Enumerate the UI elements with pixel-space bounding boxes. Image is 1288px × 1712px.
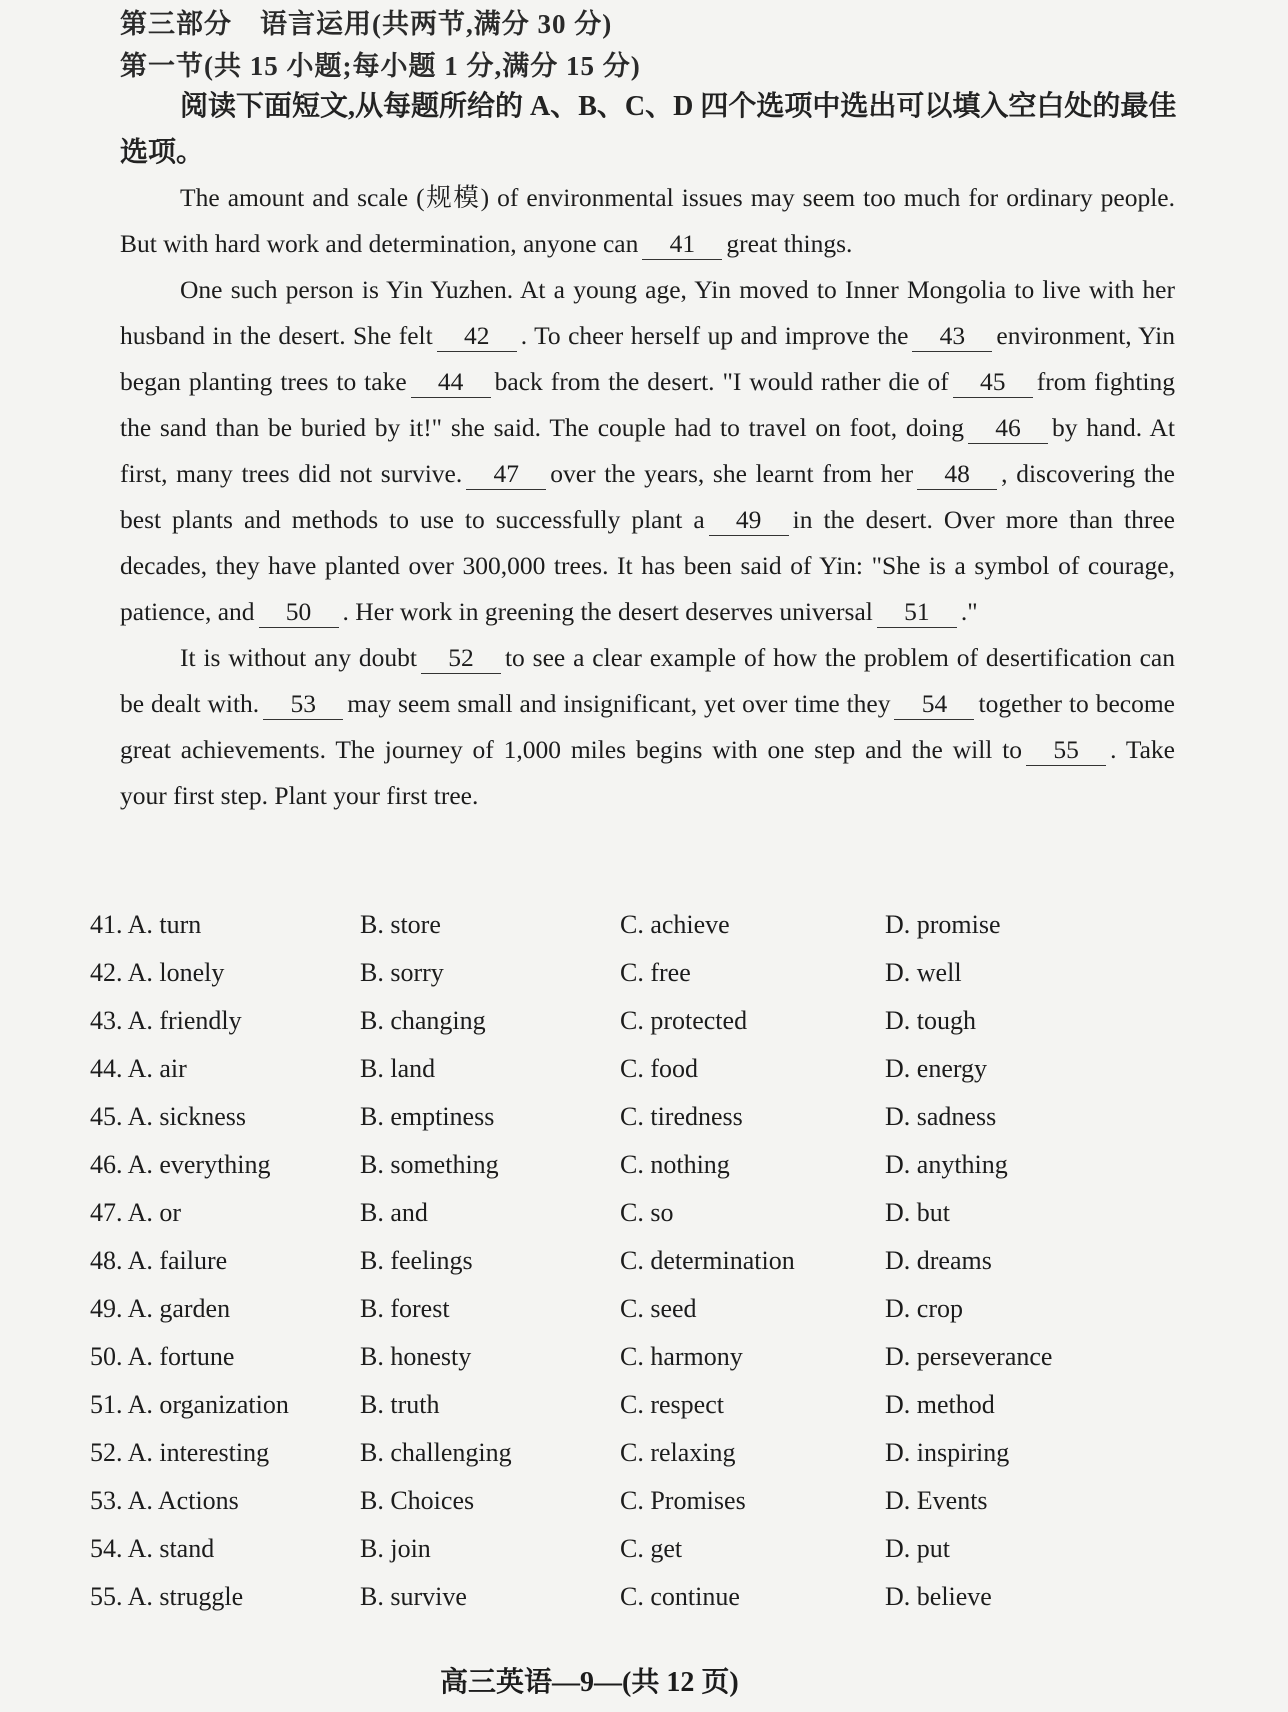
option-d: D. inspiring — [885, 1438, 1010, 1467]
option-a: 45. A. sickness — [90, 1102, 246, 1131]
question-50-options — [90, 1342, 1200, 1390]
option-b: B. feelings — [360, 1246, 473, 1275]
section-heading: 第三部分 语言运用(共两节,满分 30 分) — [120, 9, 613, 39]
blank-51: 51 — [877, 597, 957, 628]
question-41-options — [90, 910, 1200, 958]
option-a: 54. A. stand — [90, 1534, 215, 1563]
blank-54: 54 — [894, 689, 974, 720]
option-a: 41. A. turn — [90, 910, 202, 939]
option-c: C. harmony — [620, 1342, 743, 1371]
cloze-passage — [120, 175, 1175, 819]
option-d: D. perseverance — [885, 1342, 1053, 1371]
option-c: C. so — [620, 1198, 674, 1227]
option-c: C. determination — [620, 1246, 795, 1275]
option-d: D. put — [885, 1534, 950, 1563]
paragraph-3: It is without any doubt 52 to see a clear example of how the problem of desertification can be dealt with. 53 may seem small and insignificant, yet over time they 54 together to become great achievements. The journey of 1,000 miles begins with one step and the will to 55 . Take your first step. Plant your first tree. — [120, 643, 1176, 810]
option-d: D. well — [885, 958, 962, 987]
page-footer: 高三英语—9—(共 12 页) — [440, 1667, 739, 1698]
option-c: C. achieve — [620, 910, 730, 939]
option-b: B. forest — [360, 1294, 450, 1323]
question-42-options — [90, 958, 1200, 1006]
question-53-options — [90, 1486, 1200, 1534]
option-c: C. seed — [620, 1294, 697, 1323]
option-d: D. anything — [885, 1150, 1008, 1179]
blank-52: 52 — [421, 643, 501, 674]
paragraph-1: The amount and scale (规模) of environmental issues may seem too much for ordinary people. But with hard work and determination, anyone can 41 great things. — [120, 183, 1175, 258]
question-49-options — [90, 1294, 1200, 1342]
option-b: B. join — [360, 1534, 431, 1563]
option-d: D. promise — [885, 910, 1001, 939]
option-a: 52. A. interesting — [90, 1438, 270, 1467]
instructions: 阅读下面短文,从每题所给的 A、B、C、D 四个选项中选出可以填入空白处的最佳选项。 — [120, 91, 1177, 168]
option-c: C. tiredness — [620, 1102, 743, 1131]
blank-44: 44 — [411, 367, 491, 398]
option-d: D. but — [885, 1198, 950, 1227]
blank-43: 43 — [912, 321, 992, 352]
option-b: B. honesty — [360, 1342, 472, 1371]
option-d: D. believe — [885, 1582, 992, 1611]
option-c: C. continue — [620, 1582, 740, 1611]
option-a: 42. A. lonely — [90, 958, 225, 987]
option-c: C. get — [620, 1534, 683, 1563]
option-b: B. emptiness — [360, 1102, 495, 1131]
option-b: B. sorry — [360, 958, 444, 987]
option-c: C. nothing — [620, 1150, 730, 1179]
option-d: D. dreams — [885, 1246, 992, 1275]
question-47-options — [90, 1198, 1200, 1246]
option-b: B. something — [360, 1150, 499, 1179]
option-d: D. crop — [885, 1294, 963, 1323]
option-a: 43. A. friendly — [90, 1006, 242, 1035]
option-c: C. respect — [620, 1390, 724, 1419]
blank-48: 48 — [917, 459, 997, 490]
blank-47: 47 — [466, 459, 546, 490]
option-a: 48. A. failure — [90, 1246, 228, 1275]
option-d: D. method — [885, 1390, 995, 1419]
blank-53: 53 — [263, 689, 343, 720]
option-a: 49. A. garden — [90, 1294, 231, 1323]
option-a: 51. A. organization — [90, 1390, 289, 1419]
option-a: 55. A. struggle — [90, 1582, 244, 1611]
option-d: D. tough — [885, 1006, 976, 1035]
option-b: B. Choices — [360, 1486, 475, 1515]
subsection-heading: 第一节(共 15 小题;每小题 1 分,满分 15 分) — [120, 51, 641, 81]
option-d: D. Events — [885, 1486, 988, 1515]
question-55-options — [90, 1582, 1200, 1630]
option-b: B. truth — [360, 1390, 440, 1419]
blank-50: 50 — [259, 597, 339, 628]
option-c: C. food — [620, 1054, 698, 1083]
option-d: D. energy — [885, 1054, 988, 1083]
option-a: 46. A. everything — [90, 1150, 271, 1179]
option-b: B. survive — [360, 1582, 467, 1611]
question-46-options — [90, 1150, 1200, 1198]
question-43-options — [90, 1006, 1200, 1054]
question-48-options — [90, 1246, 1200, 1294]
paragraph-2: One such person is Yin Yuzhen. At a young age, Yin moved to Inner Mongolia to live with her husband in the desert. She felt 42 . To cheer herself up and improve the 43 environment, Yin began planting trees to take 44 back from the desert. "I would rather die of 45 from fighting the sand than be buried by it!" she said. The couple had to travel on foot, doing 46 by hand. At first, many trees did not survive. 47 over the years, she learnt from her 48 , discovering the best plants and methods to use to successfully plant a 49 in the desert. Over more than three decades, they have planted over 300,000 trees. It has been said of Yin: "She is a symbol of courage, patience, and 50 . Her work in greening the desert deserves universal 51 ." — [120, 275, 1175, 626]
option-a: 44. A. air — [90, 1054, 187, 1083]
blank-55: 55 — [1026, 735, 1106, 766]
question-45-options — [90, 1102, 1200, 1150]
blank-45: 45 — [953, 367, 1033, 398]
option-b: B. land — [360, 1054, 436, 1083]
option-a: 47. A. or — [90, 1198, 181, 1227]
blank-41: 41 — [642, 229, 722, 260]
option-c: C. Promises — [620, 1486, 746, 1515]
option-b: B. store — [360, 910, 441, 939]
question-44-options — [90, 1054, 1200, 1102]
option-c: C. free — [620, 958, 691, 987]
question-51-options — [90, 1390, 1200, 1438]
option-c: C. protected — [620, 1006, 748, 1035]
blank-42: 42 — [437, 321, 517, 352]
question-54-options — [90, 1534, 1200, 1582]
blank-46: 46 — [968, 413, 1048, 444]
option-a: 53. A. Actions — [90, 1486, 239, 1515]
option-b: B. changing — [360, 1006, 486, 1035]
option-b: B. challenging — [360, 1438, 512, 1467]
answer-options — [90, 910, 1200, 1630]
option-a: 50. A. fortune — [90, 1342, 235, 1371]
option-b: B. and — [360, 1198, 428, 1227]
option-c: C. relaxing — [620, 1438, 736, 1467]
blank-49: 49 — [709, 505, 789, 536]
option-d: D. sadness — [885, 1102, 997, 1131]
question-52-options — [90, 1438, 1200, 1486]
